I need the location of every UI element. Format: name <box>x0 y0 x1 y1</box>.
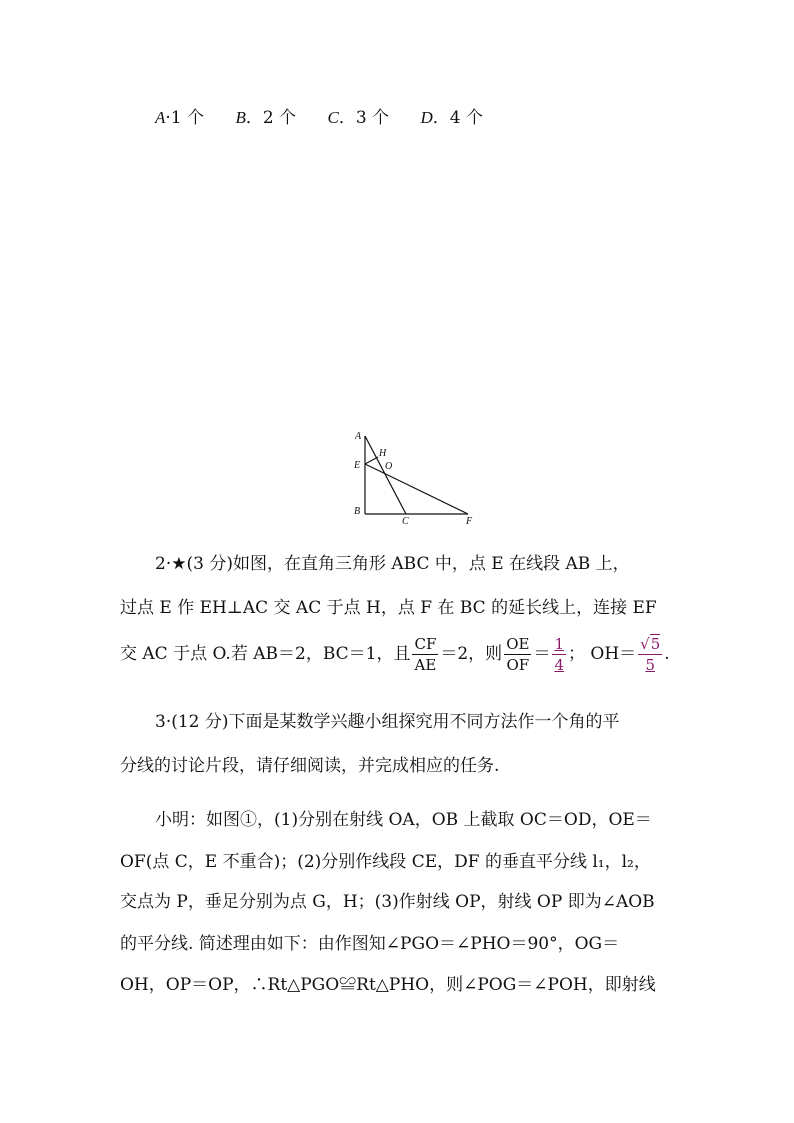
numerator: OE <box>506 635 530 653</box>
question-number: 2 <box>155 554 166 574</box>
denominator: OF <box>506 656 530 674</box>
option-a: A·1 个 <box>155 108 205 128</box>
label-a: A <box>355 431 362 442</box>
q3-line-4: OF(点 C，E 不重合)；(2)分别作线段 CE，DF 的垂直平分线 l₁，l₂， <box>120 852 651 872</box>
question-text: 如图，在直角三角形 ABC 中，点 E 在线段 AB 上， <box>232 554 630 574</box>
question-points: (12 分) <box>171 712 229 732</box>
denominator: 5 <box>645 656 655 674</box>
numerator: CF <box>414 635 437 653</box>
star-icon: ★ <box>171 554 187 574</box>
label-f: F <box>466 516 473 527</box>
option-text: 1 个 <box>170 108 205 128</box>
radicand: 5 <box>650 635 661 653</box>
label-e: E <box>354 460 361 471</box>
answer-oh <box>638 634 662 675</box>
label-c: C <box>402 516 409 527</box>
numerator: 1 <box>554 635 564 653</box>
segment-eh <box>365 457 378 464</box>
q3-line-1: 3·(12 分)下面是某数学兴趣小组探究用不同方法作一个角的平 <box>155 712 620 732</box>
fraction-cf-ae <box>412 634 438 675</box>
equals-sign: ＝ <box>533 644 551 664</box>
answer-options <box>155 106 509 130</box>
label-o: O <box>385 461 393 472</box>
option-c: C．3 个 <box>327 108 390 128</box>
option-letter: C <box>327 108 339 127</box>
sqrt <box>640 634 660 654</box>
q3-line-3: 小明：如图①，(1)分别在射线 OA，OB 上截取 OC＝OD，OE＝ <box>155 810 652 830</box>
q3-line-2: 分线的讨论片段，请仔细阅读，并完成相应的任务. <box>120 756 500 776</box>
denominator: 4 <box>554 656 564 674</box>
option-d: D．4 个 <box>420 108 483 128</box>
option-letter: D <box>420 108 433 127</box>
label-b: B <box>354 506 361 517</box>
q3-line-7: OH，OP＝OP，∴Rt△PGO≌Rt△PHO，则∠POG＝∠POH，即射线 <box>120 975 656 995</box>
option-letter: B <box>235 108 246 127</box>
denominator: AE <box>414 656 437 674</box>
option-b: B．2 个 <box>235 108 297 128</box>
q2-line-1: 2·★(3 分)如图，在直角三角形 ABC 中，点 E 在线段 AB 上， <box>155 554 630 574</box>
numerator <box>638 634 662 655</box>
segment-ef <box>365 464 468 514</box>
q3-line-6: 的平分线. 简述理由如下：由作图知∠PGO＝∠PHO＝90°，OG＝ <box>120 934 620 954</box>
option-text: 4 个 <box>449 108 483 128</box>
option-text: 2 个 <box>262 108 297 128</box>
q2-line-2: 过点 E 作 EH⊥AC 交 AC 于点 H，点 F 在 BC 的延长线上，连接 EF <box>120 598 657 618</box>
question-text: ； OH＝ <box>567 644 637 664</box>
q3-line-5: 交点为 P，垂足分别为点 G，H；(3)作射线 OP，射线 OP 即为∠AOB <box>120 892 655 912</box>
question-points: (3 分) <box>186 554 233 574</box>
period: . <box>664 644 670 664</box>
fraction-oe-of <box>504 634 531 675</box>
triangle-figure <box>348 428 482 528</box>
q2-line-3 <box>120 634 670 675</box>
question-text: 交 AC 于点 O.若 AB＝2，BC＝1，且 <box>120 644 411 664</box>
question-number: 3 <box>155 712 166 732</box>
option-text: 3 个 <box>355 108 390 128</box>
sqrt-sign-icon: √ <box>640 635 650 653</box>
question-text: 下面是某数学兴趣小组探究用不同方法作一个角的平 <box>228 712 620 732</box>
option-letter: A <box>155 108 166 127</box>
label-h: H <box>379 448 387 459</box>
answer-ratio <box>552 634 566 675</box>
question-text: ＝2，则 <box>440 644 503 664</box>
